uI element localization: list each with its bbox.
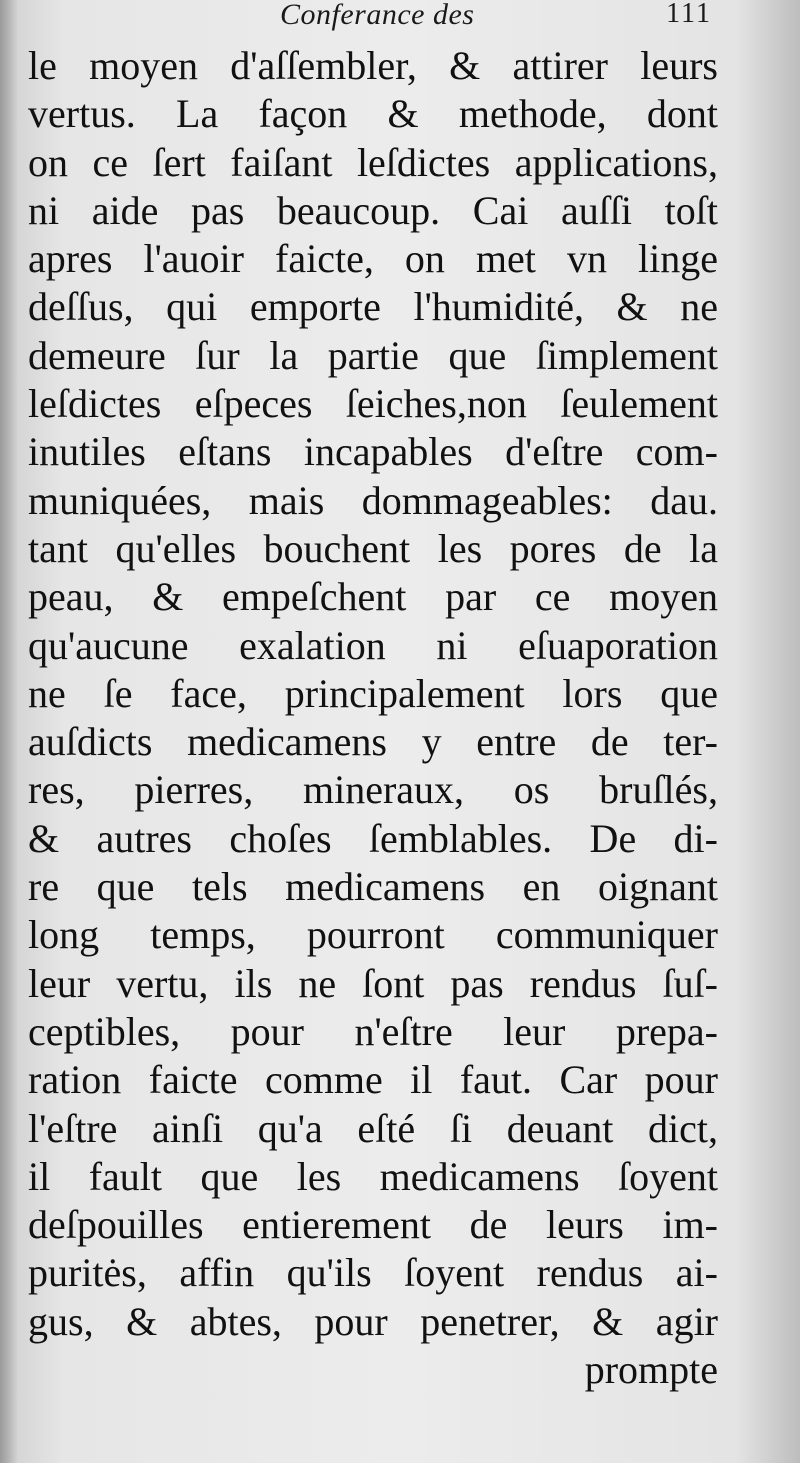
text-line: inutiles eſtans incapables d'eſtre com- — [28, 429, 718, 475]
text-line: tant qu'elles bouchent les pores de la — [28, 525, 718, 571]
text-line: peau, & empeſchent par ce moyen — [28, 574, 718, 620]
text-line: on ce ſert faiſant leſdictes applications, — [28, 139, 718, 185]
text-line: l'eſtre ainſi qu'a eſté ſi deuant dict, — [28, 1105, 718, 1151]
text-line: leur vertu, ils ne ſont pas rendus ſuſ- — [28, 960, 718, 1006]
text-line: & autres choſes ſemblables. De di- — [28, 815, 718, 861]
page-header — [280, 0, 720, 32]
text-line: muniquées, mais dommageables: dau. — [28, 477, 718, 523]
text-line: demeure ſur la partie que ſimplement — [28, 332, 718, 378]
text-line: vertus. La façon & methode, dont — [28, 91, 718, 137]
text-line: ni aide pas beaucoup. Cai auſſi toſt — [28, 187, 718, 233]
text-line: il fault que les medicamens ſoyent — [28, 1153, 718, 1199]
text-line: long temps, pourront communiquer — [28, 912, 718, 958]
catchword: prompte — [584, 1347, 718, 1393]
text-line: deſpouilles entierement de leurs im- — [28, 1202, 718, 1248]
text-line: apres l'auoir faicte, on met vn linge — [28, 236, 718, 282]
text-line: ceptibles, pour n'eſtre leur prepa- — [28, 1008, 718, 1054]
text-line: leſdictes eſpeces ſeiches,non ſeulement — [28, 381, 718, 427]
body-text — [28, 42, 718, 1394]
text-line: ration faicte comme il faut. Car pour — [28, 1057, 718, 1103]
text-line: le moyen d'aſſembler, & attirer leurs — [28, 43, 718, 88]
text-line: auſdicts medicamens y entre de ter- — [28, 719, 718, 765]
text-line: ne ſe face, principalement lors que — [28, 670, 718, 716]
text-line: re que tels medicamens en oignant — [28, 864, 718, 910]
text-line: qu'aucune exalation ni eſuaporation — [28, 622, 718, 668]
page-number: 111 — [666, 0, 712, 29]
text-line: gus, & abtes, pour penetrer, & agir — [28, 1298, 718, 1344]
text-line: res, pierres, mineraux, os bruſlés, — [28, 767, 718, 813]
text-line: puritės, affin qu'ils ſoyent rendus ai- — [28, 1250, 718, 1296]
running-head: Conferance des — [280, 0, 475, 31]
text-line: deſſus, qui emporte l'humidité, & ne — [28, 284, 718, 330]
